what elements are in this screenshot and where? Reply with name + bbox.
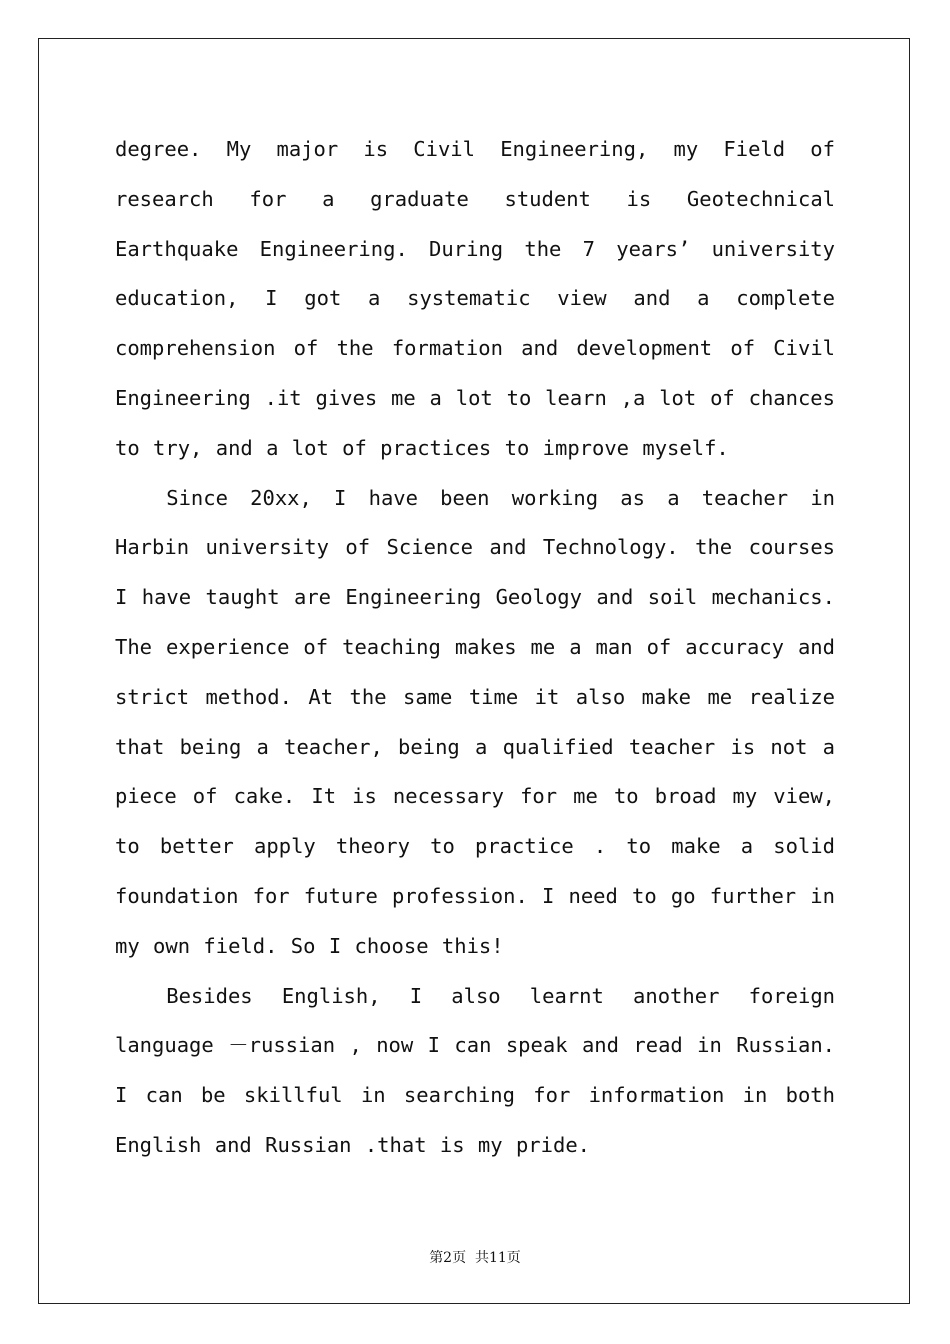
paragraph-languages: Besides English, I also learnt another foreign language －russian , now I can speak and read in Russian. I can be skillful in searching for information in both English and Russian .that is my pride. [115, 983, 835, 1157]
page-number-footer: 第2页 共11页 [429, 1250, 521, 1266]
document-body [115, 125, 835, 1171]
paragraph-teaching-experience: Since 20xx, I have been working as a teacher in Harbin university of Science and Technology. the courses I have taught are Engineering Geology and soil mechanics. The experience of teaching makes me a man of accuracy and strict method. At the same time it also make me realize that being a teacher, being a qualified teacher is not a piece of cake. It is necessary for me to broad my view, to better apply theory to practice . to make a solid foundation for future profession. I need to go further in my own field. So I choose this! [115, 485, 835, 958]
paragraph-education: degree. My major is Civil Engineering, my Field of research for a graduate student is Geotechnical Earthquake Engineering. During the 7 years’ university education, I got a systematic view and a complete comprehension of the formation and development of Civil Engineering .it gives me a lot to learn ,a lot of chances to try, and a lot of practices to improve myself. [115, 137, 835, 460]
